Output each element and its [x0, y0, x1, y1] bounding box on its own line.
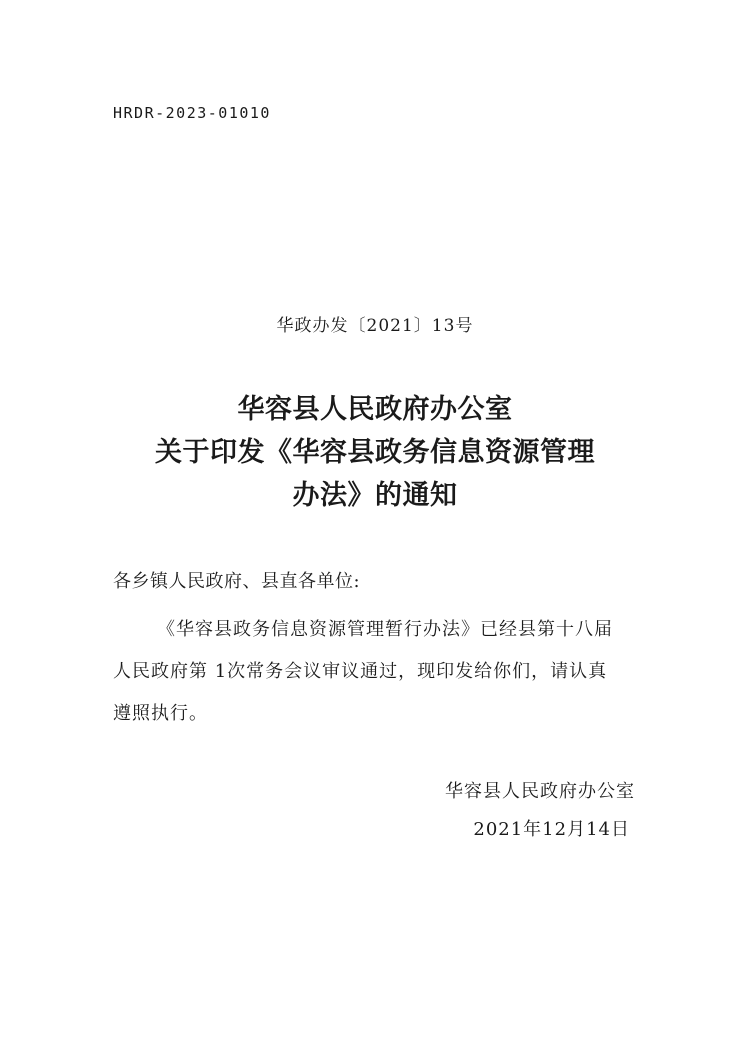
body-paragraph [113, 609, 637, 735]
salutation: 各乡镇人民政府、县直各单位: [113, 571, 361, 592]
signature: 华容县人民政府办公室 [445, 781, 635, 802]
title-line: 关于印发《华容县政务信息资源管理 [155, 437, 595, 468]
title-line: 办法》的通知 [292, 480, 458, 511]
document-title [0, 388, 750, 517]
body-line: 人民政府第 1次常务会议审议通过，现印发给你们，请认真 [113, 661, 608, 682]
body-line: 《华容县政务信息资源管理暂行办法》已经县第十八届 [157, 619, 613, 640]
issue-date: 2021年12月14日 [473, 819, 630, 840]
document-number: 华政办发〔2021〕13号 [276, 316, 474, 336]
body-line: 遵照执行。 [113, 703, 208, 724]
document-code: HRDR-2023-01010 [113, 104, 271, 122]
title-line: 华容县人民政府办公室 [237, 394, 513, 425]
